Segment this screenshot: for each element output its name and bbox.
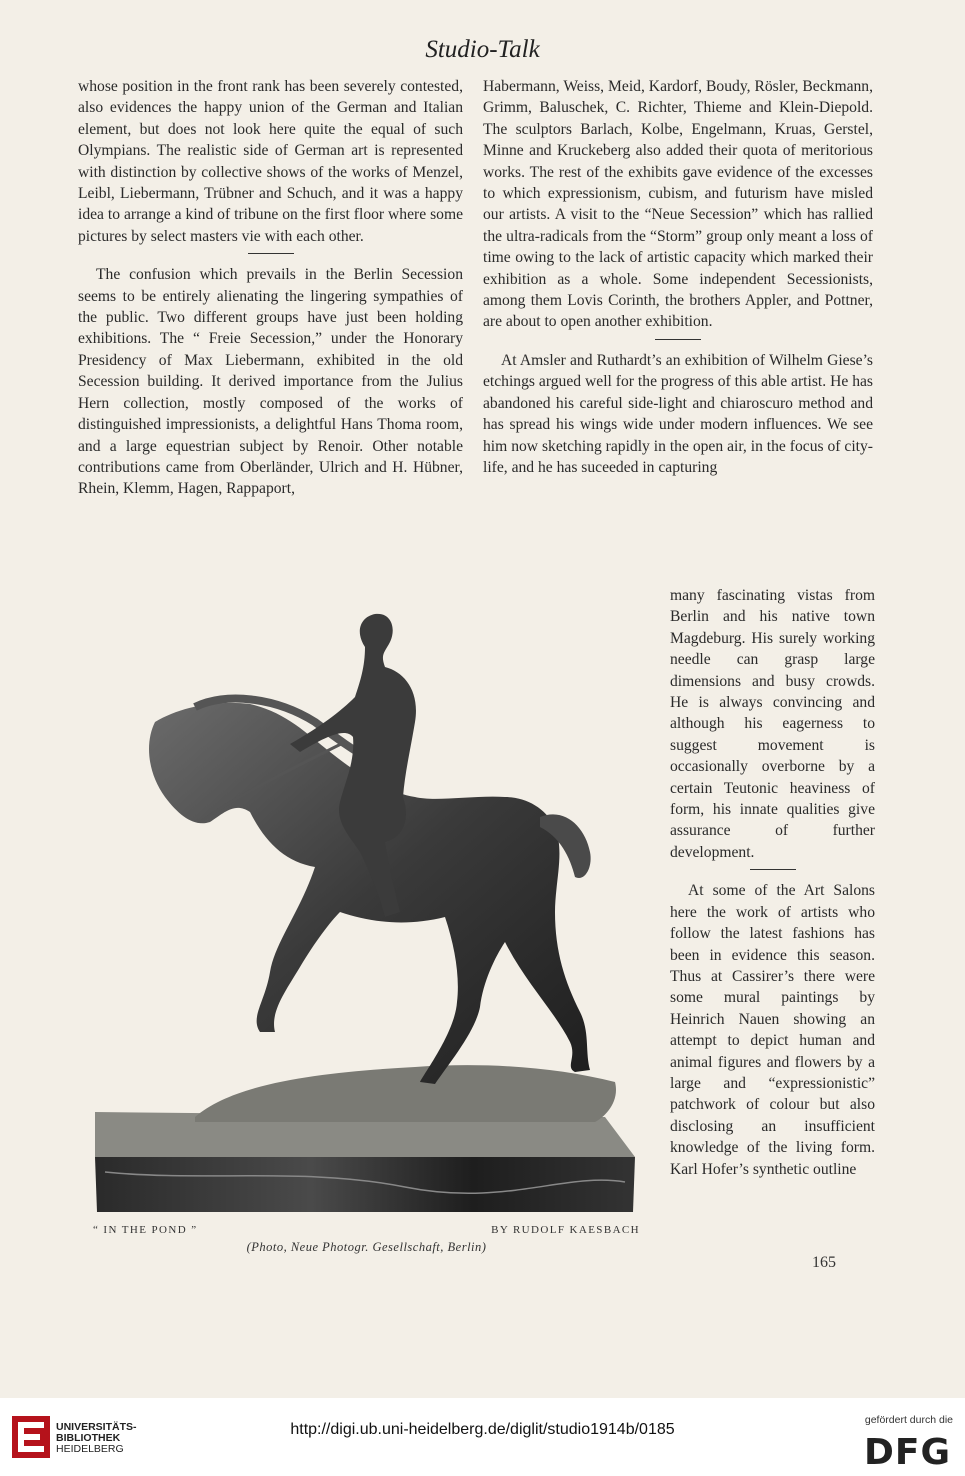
ground-rock [195, 1065, 616, 1122]
source-url-link[interactable]: http://digi.ub.uni-heidelberg.de/diglit/studio1914b/0185 [290, 1421, 675, 1438]
section-divider [750, 869, 796, 870]
paragraph: whose position in the front rank has been severely contested, also evidences the happy union of the German and Italian element, but does not look here quite the equal of such Olympians. The realistic side of German art is represented with distinction by collective shows of the works of Menzel, Leibl, Liebermann, Trübner and Schuch, and it was a happy idea to arrange a kind of tribune on the first floor where some pictures by select masters vie with each other. [78, 78, 463, 245]
paragraph: At Amsler and Ruthardt’s an exhibition of Wilhelm Giese’s etchings argued well for the progress of this able artist. He has abandoned his careful side-light and chiaroscuro method and has spread his wings wide under modern influences. We see him now sketching rapidly in the open air, in the focus of city-life, and he has suceeded in capturing [483, 351, 873, 476]
paragraph: At some of the Art Salons here the work of artists who follow the latest fashions has been in evidence this season. Thus at Cassirer’s there were some mural paintings by Heinrich Nauen showing an attempt to depict human and animal figures and flowers by a large and “expressionistic” patchwork of colour but also disclosing an insufficient knowledge of the living form. Karl Hofer’s synthetic outline [670, 882, 875, 1178]
section-divider [655, 339, 701, 340]
sculpture-photograph [85, 612, 645, 1217]
running-header: Studio-Talk [425, 36, 540, 63]
photo-credit: (Photo, Neue Photogr. Gesellschaft, Berlin) [246, 1240, 487, 1254]
page-number: 165 [812, 1254, 836, 1271]
dfg-logo: DFG [863, 1432, 951, 1473]
artist-credit: BY RUDOLF KAESBACH [491, 1224, 640, 1236]
paragraph: The confusion which prevails in the Berlin Secession seems to be entirely alienating the lingering sympathies of the public. Two different groups have just been holding exhibitions. The “ Freie Secession,” under the Honorary Presidency of Max Liebermann, exhibited in the old Secession building. It derived importance from the Julius Hern collection, mostly composed of the works of distinguished impressionists, a delightful Hans Thoma room, and a large equestrian subject by Renoir. Other notable contributions came from Oberländer, Ulrich and H. Hübner, Rhein, Klemm, Hagen, Rappaport, [78, 266, 463, 498]
funding-note: gefördert durch die [864, 1414, 953, 1426]
paragraph: Habermann, Weiss, Meid, Kardorf, Boudy, Rösler, Beckmann, Grimm, Baluschek, C. Richter, Thieme and Klein-Diepold. The sculptors Barlach, Kolbe, Engelmann, Kruas, Gerstel, Minne and Kruckeberg also added their quota of meritorious works. The rest of the exhibits gave evidence of the excesses to which expressionism, cubism, and futurism have misled our artists. A visit to the “Neue Secession” which has rallied the ultra-radicals from the “Storm” group only meant a loss of time owing to the lack of artistic capacity which marked their exhibition as a whole. Some independent Secessionists, among them Lovis Corinth, the brothers Appler, and Pottner, are about to open another exhibition. [483, 78, 873, 331]
artwork-title: “ IN THE POND ” [93, 1224, 198, 1236]
right-column [483, 76, 873, 478]
section-divider [248, 253, 294, 254]
library-name: UNIVERSITÄTS- BIBLIOTHEK HEIDELBERG [56, 1421, 137, 1455]
paragraph: many fascinating vistas from Berlin and his native town Magdeburg. His surely working needle can grasp large dimensions and busy crowds. He is always convincing and although his eagerness to suggest movement is occasionally overborne by a certain Teutonic heaviness of form, his innate qualities give assurance of further development. [670, 587, 875, 861]
left-column [78, 76, 463, 500]
right-narrow-column [670, 585, 875, 1180]
